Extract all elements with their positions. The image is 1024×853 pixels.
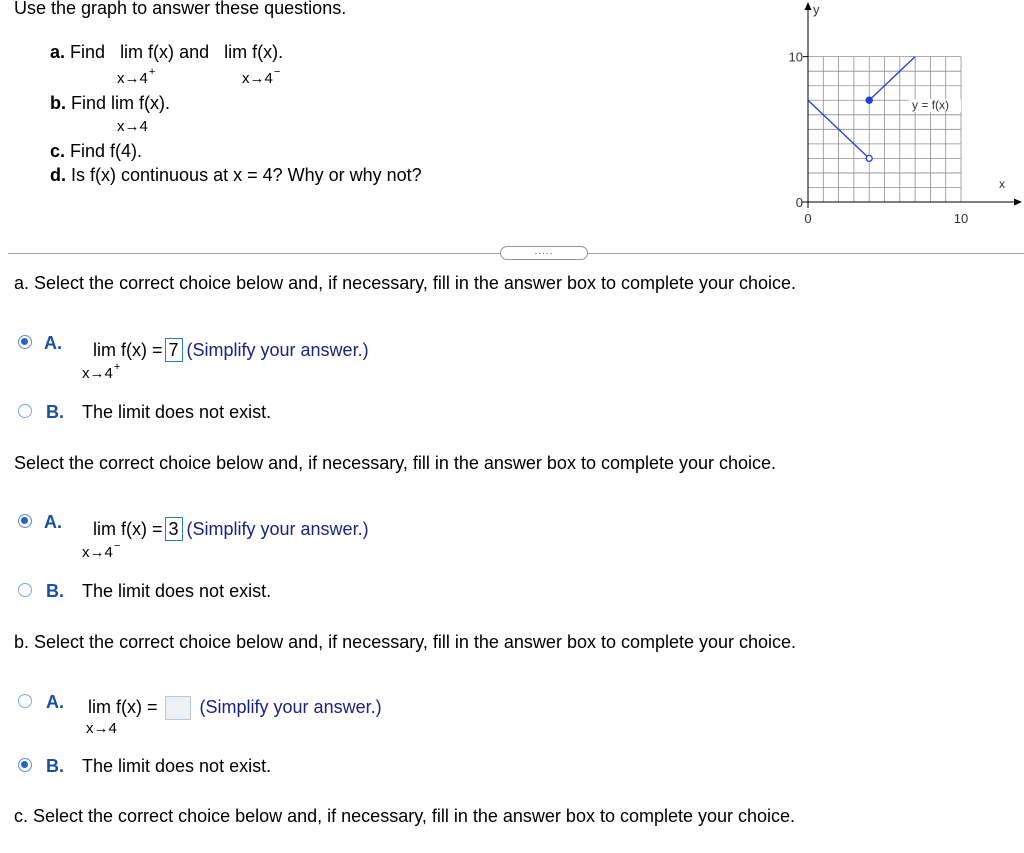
part-b-subscript: x→4: [86, 720, 117, 737]
open-point: [866, 155, 872, 161]
y-axis-label: y: [813, 2, 820, 17]
part-a-q1-lim: lim f(x) =: [93, 340, 163, 360]
filled-point: [866, 97, 872, 103]
question-a-text: Find: [70, 42, 106, 62]
part-b-option-a-letter: A.: [46, 692, 64, 712]
part-c-prompt: c. Select the correct choice below and, if necessary, fill in the answer box to complete your choice.: [14, 806, 796, 826]
part-a-q1-answer-box[interactable]: 7: [165, 338, 183, 362]
question-a-and: and: [179, 42, 210, 62]
question-a-lim2: lim f(x).: [224, 42, 284, 62]
question-c-text: Find f(4).: [70, 141, 143, 161]
part-a-q1-option-b-letter: B.: [46, 402, 64, 422]
part-a-q1-option-a-radio[interactable]: [18, 335, 32, 349]
part-a-q2-option-a-expression: [93, 517, 369, 541]
question-b-sub: x→4: [117, 118, 148, 135]
part-a-q1-hint: (Simplify your answer.): [186, 340, 369, 360]
question-c: [50, 141, 142, 162]
part-a-q1-option-a-expression: [93, 338, 369, 362]
part-a-q1-option-b-radio[interactable]: [18, 404, 32, 418]
x-tick-right-label: 10: [953, 211, 969, 226]
x-axis-arrow: [1014, 199, 1022, 206]
question-d: [50, 165, 422, 186]
question-a-sub1: x→4+: [117, 66, 156, 87]
graph-grid: [808, 57, 961, 202]
question-b-text: Find: [71, 93, 107, 113]
part-a-q2-option-a-radio[interactable]: [18, 514, 32, 528]
y-axis-arrow: [805, 2, 812, 10]
part-a-q2-option-b-letter: B.: [46, 581, 64, 601]
part-b-lim: lim f(x) =: [88, 696, 158, 717]
expand-button[interactable]: .....: [500, 246, 588, 260]
part-a-q2-hint: (Simplify your answer.): [186, 519, 369, 539]
question-c-letter: c.: [50, 141, 66, 161]
part-a-q2-option-a-letter: A.: [44, 512, 62, 532]
part-b-prompt: b. Select the correct choice below and, if necessary, fill in the answer box to complete your choice.: [14, 632, 797, 652]
part-a-q2-lim: lim f(x) =: [93, 519, 163, 539]
part-a-q1-option-a-letter: A.: [44, 333, 62, 353]
part-b-option-a-radio[interactable]: [18, 694, 32, 708]
part-b-option-b-radio[interactable]: [18, 758, 32, 772]
part-a-q2-subscript: x→4−: [82, 540, 121, 561]
part-a-q1-option-b-text: The limit does not exist.: [82, 402, 272, 422]
question-a-lim1: lim f(x): [120, 42, 175, 62]
part-a-q2-answer-box[interactable]: 3: [165, 517, 183, 541]
question-a-sub2: x→4−: [242, 66, 281, 87]
question-b-letter: b.: [50, 93, 66, 113]
question-a-letter: a.: [50, 42, 66, 62]
part-a-q1-subscript: x→4+: [82, 361, 121, 382]
question-b: [50, 93, 170, 114]
part-a-prompt-2: Select the correct choice below and, if necessary, fill in the answer box to complete your choice.: [14, 453, 777, 473]
part-b-option-b-letter: B.: [46, 756, 64, 776]
part-b-hint: (Simplify your answer.): [199, 696, 382, 717]
function-graph: [770, 0, 1024, 235]
part-a-q2-option-b-radio[interactable]: [18, 583, 32, 597]
x-axis-label: x: [999, 177, 1005, 191]
x-tick-zero-label: 0: [804, 211, 812, 226]
question-d-letter: d.: [50, 165, 66, 185]
part-b-option-b-text: The limit does not exist.: [82, 756, 272, 776]
question-intro: Use the graph to answer these questions.: [14, 0, 347, 18]
part-a-q2-option-b-text: The limit does not exist.: [82, 581, 272, 601]
y-tick-top-label: 10: [788, 49, 803, 65]
question-a: [50, 42, 283, 63]
y-tick-zero-label: 0: [795, 195, 803, 210]
question-b-lim: lim f(x).: [111, 93, 171, 113]
part-b-option-a-expression: [88, 696, 382, 720]
curve-label: y = f(x): [912, 97, 950, 112]
part-b-answer-box[interactable]: [165, 696, 191, 720]
part-a-prompt: a. Select the correct choice below and, if necessary, fill in the answer box to complete your choice.: [14, 273, 797, 293]
question-d-text: Is f(x) continuous at x = 4? Why or why not?: [71, 165, 422, 185]
curve-right-piece: [869, 57, 915, 101]
